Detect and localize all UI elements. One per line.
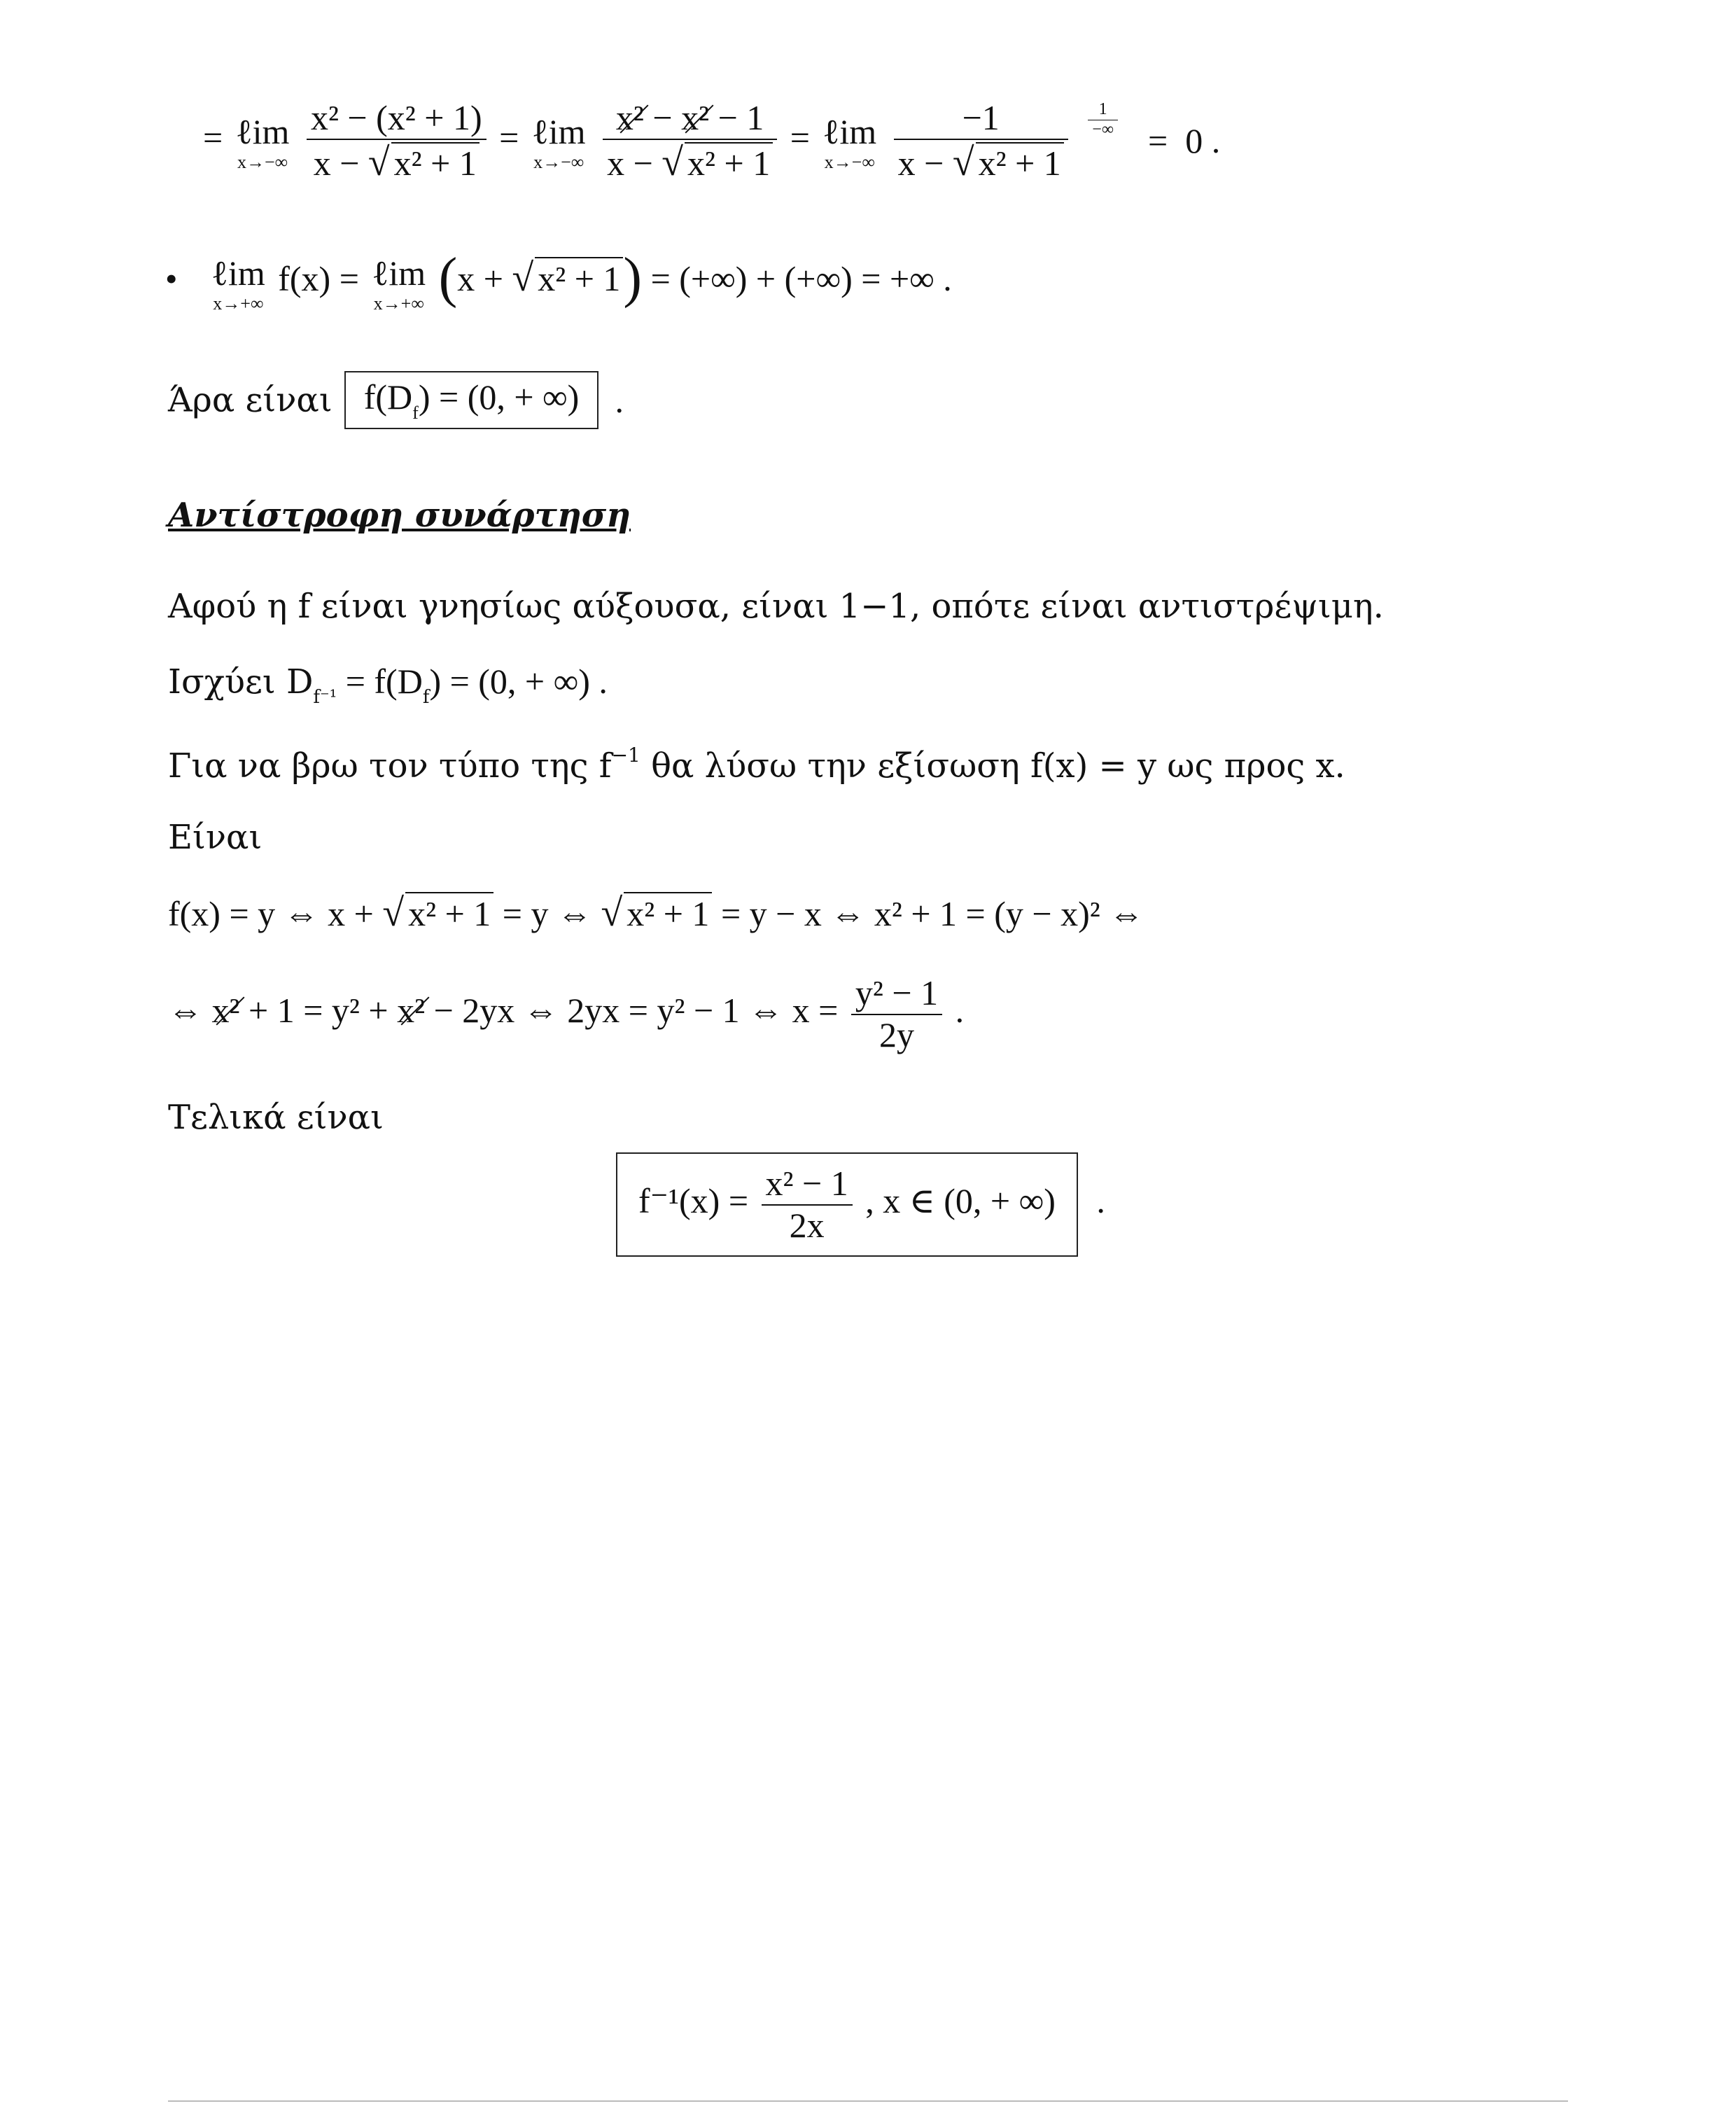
paragraph-bijective: Αφού η f είναι γνησίως αύξουσα, είναι 1−1, οπότε είναι αντιστρέψιμη.: [168, 587, 1384, 626]
paragraph-domain-inverse: Ισχύει $D_{f^{-1}} = f(D_f) = (0$, + ∞) .: [168, 662, 608, 708]
range-statement: Άρα είναι $f(D_f) = (0$, + ∞) .: [168, 371, 624, 429]
fraction-3: $\frac{-1}{\text{x − √ x² + 1}}$: [894, 98, 1068, 185]
fraction-1: $\frac{\text{x² − (x² + 1)}}{\text{x − √ x² + 1}}$: [307, 98, 486, 185]
solve-equation-line-2: ⇔ x² + 1 = y² + x² − 2yx ⇔ 2yx = y² − 1 ⇔ x = $\frac{\text{y² − 1}}{2y}$ .: [168, 973, 965, 1054]
fraction-2: $\frac{\text{x² − x² − 1}}{\text{x − √ x² + 1}}$: [603, 98, 777, 185]
paragraph-einai: Είναι: [168, 818, 262, 857]
limit-chain-result: = 0 .: [1148, 121, 1221, 160]
final-result: f⁻¹(x) = $\frac{\text{x² − 1}}{2x}$ , x ∈ (0, + ∞) .: [616, 1152, 1105, 1257]
limit-plus-infinity-line: • ℓim x→+∞ f(x) = ℓim x→+∞ (x + √ x² + 1) = (+∞) + (+∞) = +∞ .: [165, 247, 952, 314]
footer-rule: [168, 2100, 1568, 2102]
final-result-box: f⁻¹(x) = $\frac{\text{x² − 1}}{2x}$ , x ∈ (0, + ∞): [616, 1152, 1078, 1257]
final-fraction: $\frac{\text{x² − 1}}{2x}$: [762, 1164, 853, 1246]
paragraph-solve-intro: Για να βρω τον τύπο της $f^{-1}$ θα λύσω την εξίσωση f(x) = y ως προς x.: [168, 744, 1345, 786]
range-box: $f(D_f) = (0$, + ∞): [344, 371, 599, 429]
section-title: Αντίστροφη συνάρτηση: [168, 496, 631, 535]
limit-operator: ℓim x→−∞: [822, 111, 877, 172]
limit-operator: ℓim x→−∞: [531, 111, 586, 172]
limit-operator: ℓim x→+∞: [372, 253, 426, 314]
solution-fraction: $\frac{\text{y² − 1}}{2y}$: [851, 973, 942, 1055]
solve-equation-line-1: f(x) = y ⇔ x + √ x² + 1 = y ⇔ √ x² + 1 = y − x ⇔ x² + 1 = (y − x)² ⇔: [168, 891, 1144, 935]
bullet: •: [165, 259, 178, 298]
equals-annotation: $\frac{1}{-\infty}$: [1088, 100, 1118, 139]
limit-operator: ℓim x→+∞: [211, 253, 265, 314]
limit-chain-line: = ℓim x→−∞ $\frac{\text{x² − (x² + 1)}}{\text{x − √ x² + 1}}$ = ℓim x→−∞ $\frac{\text{x² − x² − 1}}{\text{x − √ x² + 1}}$ = ℓim x→−∞ $\frac{-1}{\text{x − √ x² + 1}}$ $\frac{1}{-\infty}$: [203, 98, 1122, 185]
limit-operator: ℓim x→−∞: [235, 111, 290, 172]
paragraph-finally: Τελικά είναι: [168, 1098, 384, 1137]
